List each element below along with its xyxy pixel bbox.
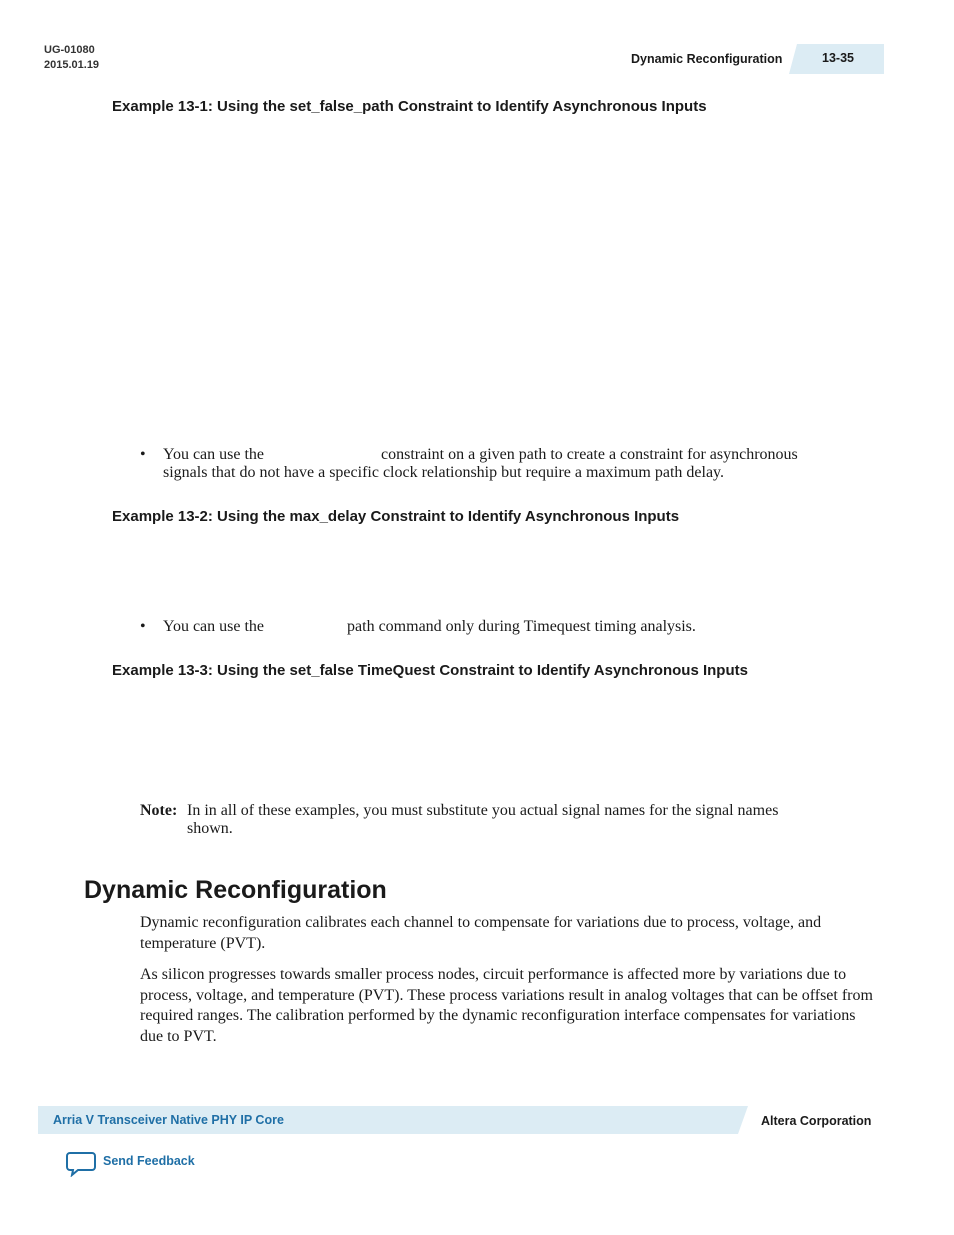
bullet-text-continued: signals that do not have a specific clock relationship but require a maximum path delay.: [163, 464, 725, 481]
page-number: 13-35: [822, 51, 854, 65]
note-text: In in all of these examples, you must substitute you actual signal names for the signal names: [187, 802, 779, 819]
doc-id: UG-01080: [44, 44, 95, 56]
doc-date: 2015.01.19: [44, 59, 100, 71]
paragraph: As silicon progresses towards smaller process nodes, circuit performance is affected more by variations due to process, voltage, and temperature (PVT). These process variations result in analog voltages that can be offset from required ranges. The calibration performed by the dynamic reconfiguration interface compensates for variations due to PVT.: [140, 966, 873, 1045]
note-label: Note:: [140, 802, 178, 819]
bullet-marker: •: [140, 446, 146, 463]
footer-doc-title[interactable]: Arria V Transceiver Native PHY IP Core: [53, 1113, 284, 1127]
speech-bubble-icon[interactable]: [66, 1151, 96, 1177]
doc-identifier: [44, 43, 99, 73]
example-title-1: Example 13-1: Using the set_false_path Constraint to Identify Asynchronous Inputs: [112, 98, 707, 115]
list-item: [140, 446, 860, 486]
running-header-title: Dynamic Reconfiguration: [631, 52, 783, 66]
bullet-text-start: You can use the: [163, 446, 265, 463]
paragraph: Dynamic reconfiguration calibrates each channel to compensate for variations due to process, voltage, and temperature (PVT).: [140, 914, 822, 952]
section-heading: Dynamic Reconfiguration: [84, 876, 387, 904]
example-title-2: Example 13-2: Using the max_delay Constraint to Identify Asynchronous Inputs: [112, 508, 680, 525]
bullet-text-end: constraint on a given path to create a constraint for asynchronous: [381, 446, 798, 463]
list-item: [140, 618, 860, 638]
example-title-3: Example 13-3: Using the set_false TimeQuest Constraint to Identify Asynchronous Inputs: [112, 662, 748, 679]
bullet-marker: •: [140, 618, 146, 635]
note-text-continued: shown.: [187, 820, 233, 837]
send-feedback-link[interactable]: Send Feedback: [103, 1154, 195, 1168]
bullet-text-end: path command only during Timequest timing analysis.: [347, 618, 696, 635]
bullet-text-start: You can use the: [163, 618, 265, 635]
footer-company: Altera Corporation: [761, 1114, 872, 1128]
